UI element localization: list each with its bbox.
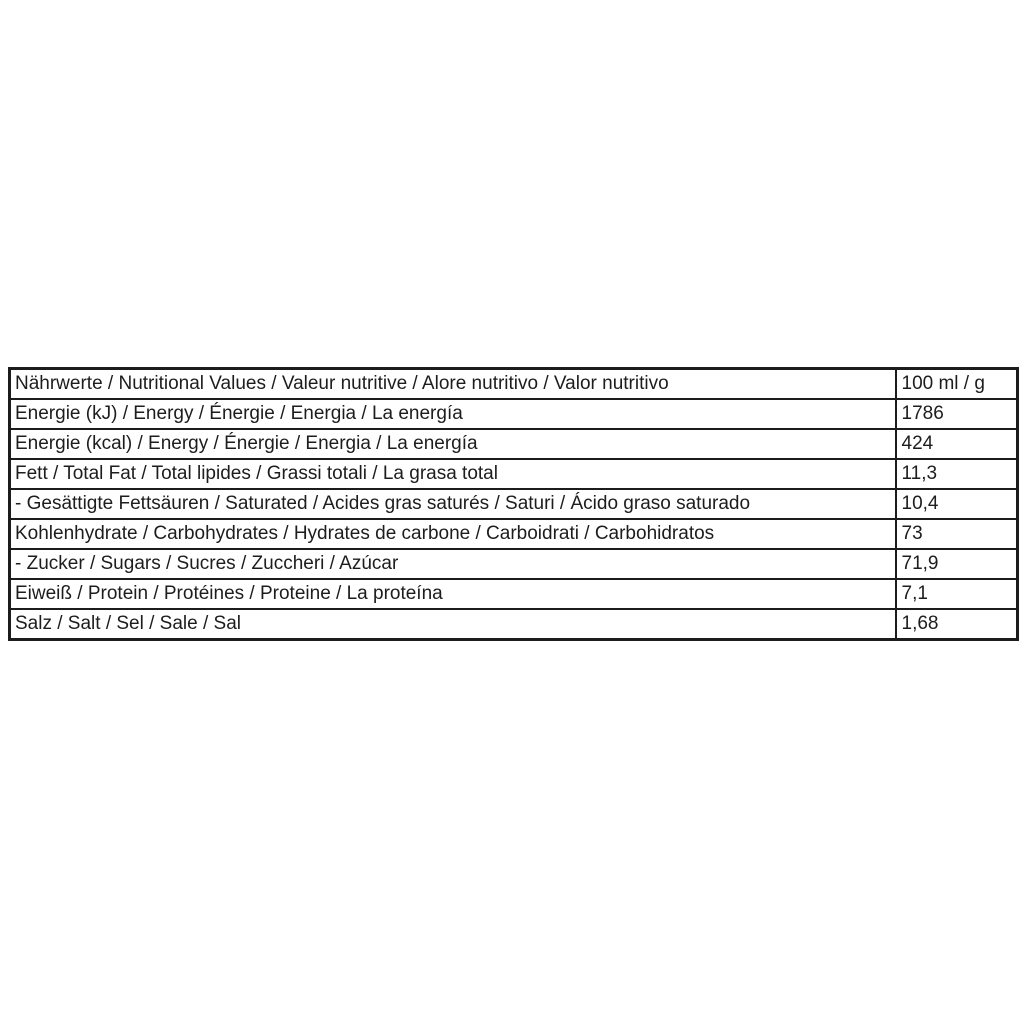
row-label: Energie (kcal) / Energy / Énergie / Energia / La energía (10, 429, 896, 459)
nutrition-table (8, 367, 1019, 641)
row-label: Fett / Total Fat / Total lipides / Grassi totali / La grasa total (10, 459, 896, 489)
table-row (10, 549, 1018, 579)
row-label: Eiweiß / Protein / Protéines / Proteine / La proteína (10, 579, 896, 609)
row-value: 73 (896, 519, 1018, 549)
row-value: 7,1 (896, 579, 1018, 609)
header-value: 100 ml / g (896, 369, 1018, 400)
row-value: 424 (896, 429, 1018, 459)
table-header-row (10, 369, 1018, 400)
table-row (10, 429, 1018, 459)
row-value: 1,68 (896, 609, 1018, 640)
header-label: Nährwerte / Nutritional Values / Valeur nutritive / Alore nutritivo / Valor nutritivo (10, 369, 896, 400)
table-row (10, 609, 1018, 640)
row-value: 71,9 (896, 549, 1018, 579)
table-row (10, 489, 1018, 519)
row-label: Kohlenhydrate / Carbohydrates / Hydrates de carbone / Carboidrati / Carbohidratos (10, 519, 896, 549)
row-value: 11,3 (896, 459, 1018, 489)
table-row (10, 459, 1018, 489)
row-label: - Gesättigte Fettsäuren / Saturated / Acides gras saturés / Saturi / Ácido graso saturado (10, 489, 896, 519)
row-value: 1786 (896, 399, 1018, 429)
row-label: - Zucker / Sugars / Sucres / Zuccheri / Azúcar (10, 549, 896, 579)
table-row (10, 519, 1018, 549)
table-row (10, 399, 1018, 429)
row-label: Energie (kJ) / Energy / Énergie / Energia / La energía (10, 399, 896, 429)
table-row (10, 579, 1018, 609)
row-label: Salz / Salt / Sel / Sale / Sal (10, 609, 896, 640)
row-value: 10,4 (896, 489, 1018, 519)
